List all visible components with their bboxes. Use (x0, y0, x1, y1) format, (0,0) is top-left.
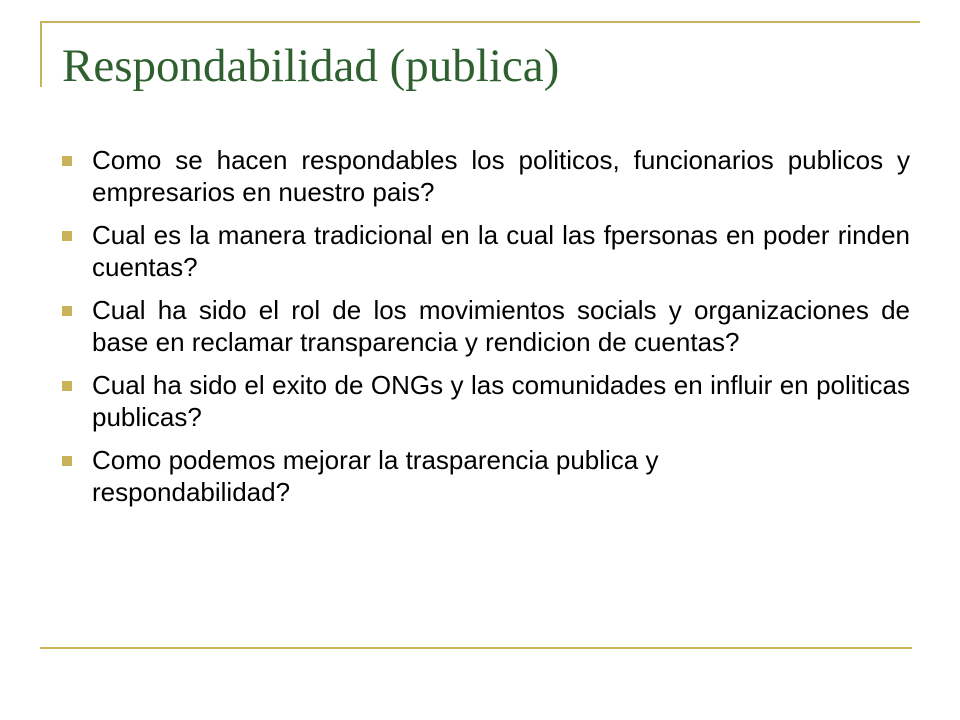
square-bullet-icon (62, 156, 72, 166)
slide-title: Respondabilidad (publica) (62, 40, 560, 92)
bullet-item (62, 294, 910, 358)
square-bullet-icon (62, 306, 72, 316)
bullet-text: Como podemos mejorar la trasparencia publica y respondabilidad? (92, 445, 659, 507)
bullet-text: Cual ha sido el exito de ONGs y las comunidades en influir en politicas publicas? (92, 370, 910, 432)
bullet-text: Como se hacen respondables los politicos, funcionarios publicos y empresarios en nuestro pais? (92, 145, 910, 207)
bullet-list (62, 144, 910, 519)
top-rule (40, 21, 920, 23)
bullet-item (62, 219, 910, 283)
left-rule (40, 21, 42, 87)
square-bullet-icon (62, 456, 72, 466)
bullet-item (62, 444, 910, 508)
bullet-item (62, 144, 910, 208)
bottom-rule (40, 647, 912, 649)
bullet-text: Cual ha sido el rol de los movimientos socials y organizaciones de base en reclamar transparencia y rendicion de cuentas? (92, 295, 910, 357)
bullet-item (62, 369, 910, 433)
bullet-text: Cual es la manera tradicional en la cual las fpersonas en poder rinden cuentas? (92, 220, 910, 282)
square-bullet-icon (62, 381, 72, 391)
square-bullet-icon (62, 231, 72, 241)
